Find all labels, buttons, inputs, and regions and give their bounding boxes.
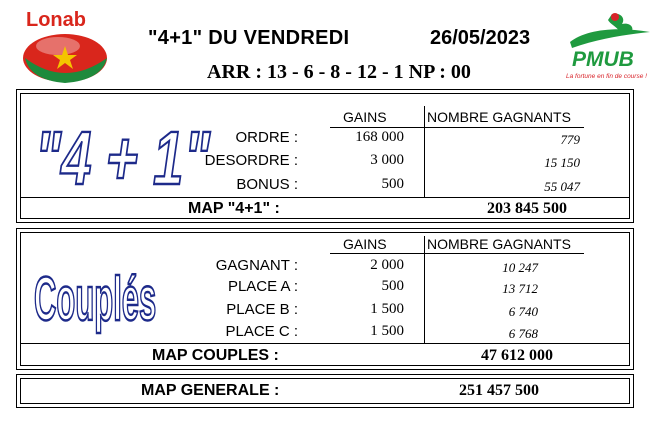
gain-place-a: 500 — [381, 278, 404, 294]
gain-place-b: 1 500 — [370, 301, 404, 317]
row-label-desordre: DESORDRE : — [204, 152, 298, 169]
gain-ordre: 168 000 — [355, 129, 404, 145]
gagnants-place-c: 6 768 — [508, 326, 538, 341]
gain-desordre: 3 000 — [370, 152, 404, 168]
pmub-tagline: La fortune en fin de course ! — [566, 73, 647, 80]
gagnants-place-a: 13 712 — [502, 281, 538, 296]
map-couples-label: MAP COUPLES : — [152, 347, 279, 364]
row-label-place-a: PLACE A : — [227, 278, 298, 295]
svg-text:Couplés: Couplés — [34, 264, 157, 334]
col-header-gains: GAINS — [343, 236, 387, 252]
row-label-bonus: BONUS : — [236, 176, 298, 193]
header-underline — [330, 127, 584, 128]
gain-place-c: 1 500 — [370, 323, 404, 339]
row-label-ordre: ORDRE : — [235, 129, 298, 146]
gain-gagnant: 2 000 — [370, 257, 404, 273]
lonab-logo-text: Lonab — [26, 9, 86, 31]
row-label-gagnant: GAGNANT : — [215, 257, 298, 274]
map-4plus1-value: 203 845 500 — [487, 200, 567, 217]
page-title: "4+1" DU VENDREDI — [148, 27, 350, 49]
col-header-gains: GAINS — [343, 109, 387, 125]
col-header-gagnants: NOMBRE GAGNANTS — [427, 109, 571, 125]
gagnants-desordre: 15 150 — [544, 155, 580, 170]
couples-big-label — [30, 248, 170, 343]
gain-bonus: 500 — [381, 176, 404, 192]
pmub-logo — [560, 12, 660, 82]
race-date: 26/05/2023 — [430, 27, 531, 49]
gagnants-gagnant: 10 247 — [502, 260, 538, 275]
four-plus-one-big-label — [28, 100, 217, 202]
map-generale-label: MAP GENERALE : — [141, 382, 280, 399]
header-underline — [330, 253, 584, 254]
map-couples-value: 47 612 000 — [481, 347, 553, 364]
svg-text:"4 + 1": "4 + 1" — [29, 116, 217, 202]
column-divider — [424, 106, 425, 197]
map-4plus1-label: MAP "4+1" : — [188, 200, 280, 217]
arrivee-line: ARR : 13 - 6 - 8 - 12 - 1 NP : 00 — [207, 61, 471, 83]
pmub-logo-text: PMUB — [572, 48, 634, 71]
row-label-place-b: PLACE B : — [226, 301, 298, 318]
divider — [20, 343, 629, 344]
map-generale-value: 251 457 500 — [459, 382, 539, 399]
gagnants-place-b: 6 740 — [508, 304, 538, 319]
lonab-logo — [20, 6, 112, 84]
col-header-gagnants: NOMBRE GAGNANTS — [427, 236, 571, 252]
row-label-place-c: PLACE C : — [225, 323, 298, 340]
gagnants-ordre: 779 — [560, 132, 580, 147]
gagnants-bonus: 55 047 — [544, 179, 580, 194]
